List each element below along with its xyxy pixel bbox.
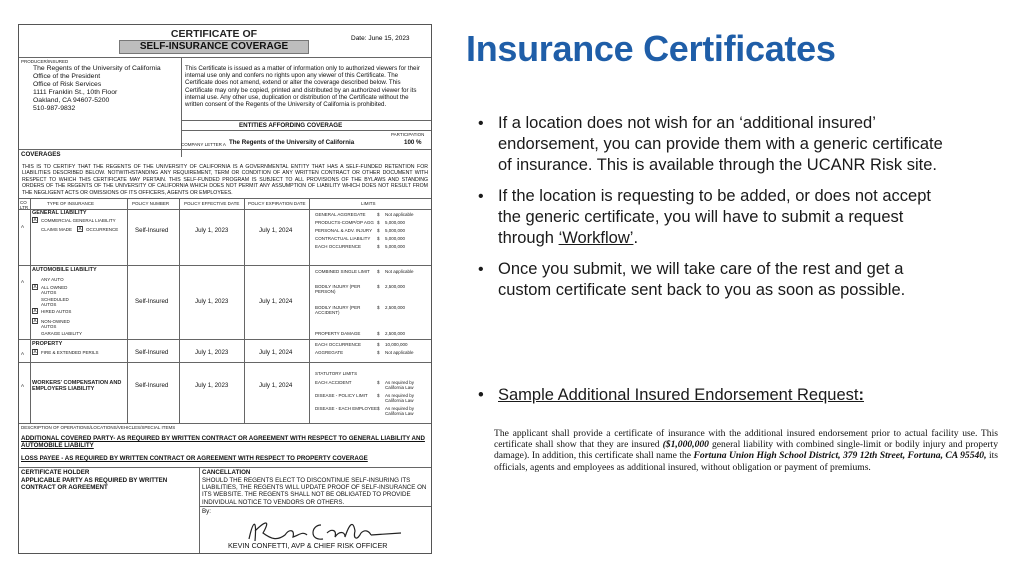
checkbox-icon: X bbox=[33, 349, 37, 355]
gl-expiration: July 1, 2024 bbox=[259, 227, 293, 234]
endorsement-district: Fortuna Union High School District, 379 12th Street, Fortuna, CA 95540, bbox=[693, 450, 987, 462]
column-header: CO LTR bbox=[20, 200, 29, 210]
divider bbox=[127, 198, 128, 423]
column-header: POLICY EFFECTIVE DATE bbox=[184, 201, 240, 206]
entities-heading: ENTITIES AFFORDING COVERAGE bbox=[239, 122, 343, 129]
property-limits: EACH OCCURRENCE $ 10,000,000 AGGREGATE $ Not applicable bbox=[315, 342, 414, 355]
certificate-of-self-insurance bbox=[18, 24, 432, 554]
bullet-text: Once you submit, we will take care of the rest and get a custom certificate sent back to you as soon as possible. bbox=[498, 260, 906, 299]
checkbox-icon: X bbox=[33, 217, 37, 223]
description-label: DESCRIPTION OF OPERATIONS/LOCATIONS/VEHICLES/SPECIAL ITEMS bbox=[21, 425, 176, 430]
wc-expiration: July 1, 2024 bbox=[259, 382, 293, 389]
bullet-icon: • bbox=[478, 188, 484, 205]
checkbox-icon: X bbox=[33, 284, 37, 290]
sample-colon: : bbox=[858, 386, 864, 404]
co-letter: A bbox=[21, 279, 25, 284]
bullet-icon: • bbox=[478, 261, 484, 278]
co-letter: A bbox=[21, 224, 25, 229]
general-liability-heading: GENERAL LIABILITY bbox=[32, 210, 87, 216]
workflow-link[interactable]: ‘Workflow’ bbox=[558, 229, 634, 247]
gl-effective: July 1, 2023 bbox=[195, 227, 229, 234]
workers-comp-heading: WORKERS' COMPENSATION AND EMPLOYERS LIABILITY bbox=[32, 380, 122, 392]
checkbox-icon: X bbox=[33, 308, 37, 314]
certificate-notice: This Certificate is issued as a matter of information only to authorized viewers for their internal use only and confers no rights upon any viewer of this Certificate. The Certificate does not amend, extend or alter the coverage described below. This Certificate may only be copied, printed and distributed by an authorized viewer for its internal use. Any other use, duplication or distribution of the Certificate without the written consent of the Regents of the University of California is prohibited. bbox=[185, 65, 420, 109]
sample-endorsement-item bbox=[478, 385, 958, 406]
bullet-text: If a location does not wish for an ‘additional insured’ endorsement, you can provide them with a generic certificate of insurance. This is available through the UCANR Risk site. bbox=[498, 114, 943, 174]
endorsement-amount: ($1,000,000 bbox=[662, 439, 709, 451]
gl-policy: Self-Insured bbox=[135, 227, 169, 234]
checkbox-icon: X bbox=[78, 226, 82, 232]
by-label: By: bbox=[202, 508, 211, 515]
company-name: The Regents of the University of California bbox=[229, 139, 355, 146]
endorsement-text: general liability with combined single-limit or bodily injury and property damage). In addition, this certificate shall name the bbox=[494, 439, 999, 462]
property-effective: July 1, 2023 bbox=[195, 349, 229, 356]
bullet-icon: • bbox=[478, 115, 484, 132]
column-header: POLICY NUMBER bbox=[132, 201, 170, 206]
auto-item: NON-OWNED AUTOS bbox=[41, 319, 70, 329]
producer-block bbox=[33, 65, 183, 113]
list-item bbox=[478, 259, 958, 301]
certificate-title-line1: CERTIFICATE OF bbox=[170, 28, 258, 40]
divider bbox=[181, 120, 431, 121]
divider bbox=[19, 339, 431, 340]
auto-item: ANY AUTO bbox=[41, 277, 64, 282]
divider bbox=[19, 265, 431, 266]
checkbox-icon: X bbox=[33, 318, 37, 324]
property-item: FIRE & EXTENDED PERILS bbox=[41, 350, 99, 355]
divider bbox=[199, 467, 200, 554]
holder-text: APPLICABLE PARTY AS REQUIRED BY WRITTEN CONTRACT OR AGREEMENT bbox=[21, 477, 168, 492]
list-item bbox=[478, 113, 958, 176]
gl-item: OCCURRENCE bbox=[86, 227, 119, 232]
additional-party-text: ADDITIONAL COVERED PARTY- AS REQUIRED BY WRITTEN CONTRACT OR AGREEMENT WITH RESPECT TO GENERAL LIABILITY AND AUTOMOBILE LIABILITY bbox=[21, 435, 425, 450]
auto-liability-heading: AUTOMOBILE LIABILITY bbox=[32, 267, 97, 273]
co-letter: A bbox=[21, 383, 25, 388]
gl-item: CLAIMS MADE bbox=[41, 227, 73, 232]
endorsement-text: its officials, agents and employees as additional insured, without obligation or payment of premiums. bbox=[494, 450, 999, 473]
signer-name: KEVIN CONFETTI, AVP & CHIEF RISK OFFICER bbox=[228, 541, 388, 550]
wc-limits: STATUTORY LIMITS EACH ACCIDENT $ As required by California Law DISEASE - POLICY LIMIT $ As required by California Law DISEASE - EACH EMPLOYEE $ As required by California Law bbox=[315, 371, 415, 416]
divider bbox=[199, 553, 431, 554]
divider bbox=[244, 198, 245, 423]
producer-label: PRODUCER/INSURED bbox=[21, 59, 69, 64]
property-heading: PROPERTY bbox=[32, 341, 63, 347]
auto-limits: COMBINED SINGLE LIMIT $ Not applicable BODILY INJURY (PER PERSON) $ 2,500,000 BODILY INJURY (PER ACCIDENT) $ 2,500,000 PROPERTY DAMAGE $ 2,500,000 bbox=[315, 269, 414, 336]
column-header: LIMITS bbox=[361, 201, 376, 206]
auto-policy: Self-Insured bbox=[135, 298, 169, 305]
divider bbox=[30, 198, 31, 423]
property-expiration: July 1, 2024 bbox=[259, 349, 293, 356]
endorsement-sample-text bbox=[494, 428, 998, 473]
auto-item: GARAGE LIABILITY bbox=[41, 331, 83, 336]
divider bbox=[309, 198, 310, 423]
producer-line: 510-987-9832 bbox=[33, 105, 76, 112]
wc-policy: Self-Insured bbox=[135, 382, 169, 389]
holder-label: CERTIFICATE HOLDER bbox=[21, 469, 90, 476]
bullet-text: If the location is requesting to be added, or does not accept the generic certificate, you will have to submit a request through bbox=[498, 187, 931, 247]
divider bbox=[19, 467, 431, 468]
divider bbox=[179, 198, 180, 423]
divider bbox=[19, 57, 431, 58]
column-header: POLICY EXPIRATION DATE bbox=[248, 201, 306, 206]
loss-payee-text: LOSS PAYEE - AS REQUIRED BY WRITTEN CONTRACT OR AGREEMENT WITH RESPECT TO PROPERTY COVERAGE bbox=[21, 455, 368, 462]
wc-effective: July 1, 2023 bbox=[195, 382, 229, 389]
auto-expiration: July 1, 2024 bbox=[259, 298, 293, 305]
participation-pct: 100 % bbox=[404, 139, 422, 146]
gl-item: COMMERCIAL GENERAL LIABILITY bbox=[41, 218, 116, 223]
cancellation-text: SHOULD THE REGENTS ELECT TO DISCONTINUE SELF-INSURING ITS LIABILITIES, THE REGENTS WILL UPDATE PROOF OF SELF-INSURANCE ON ITS WEBSITE. THE REGENTS SHALL NOT BE OBLIGATED TO PROVIDE INDIVIDUAL NOTICE TO VENDORS OR OTHERS. bbox=[202, 477, 427, 506]
auto-item: SCHEDULED AUTOS bbox=[41, 297, 69, 307]
producer-line: 1111 Franklin St., 10th Floor bbox=[33, 89, 118, 96]
gl-limits: GENERAL AGGREGATE $ Not applicable PRODUCTS-COMP/OP AGG $ 5,000,000 PERSONAL & ADV. INJURY $ 5,000,000 CONTRACTUAL LIABILITY $ 5,000,000 EACH OCCURRENCE $ 5,000,000 bbox=[315, 212, 414, 249]
certificate-date: Date: June 15, 2023 bbox=[351, 35, 410, 42]
coverages-text: THIS IS TO CERTIFY THAT THE REGENTS OF THE UNIVERSITY OF CALIFORNIA IS A GOVERNMENTAL ENTITY THAT HAS A SELF-FUNDED RETENTION FOR LIABILITIES DESCRIBED BELOW. NOTWITHSTANDING ANY REQUIREMENT, TERM OR CONDITION OF ANY WRITTEN CONTRACT OR OTHER DOCUMENT WITH RESPECT TO WHICH THIS CERTIFICATE MAY PERTAIN. THIS SELF-FUNDED PROGRAM IS SUBJECT TO ALL PROVISIONS OF THE BYLAWS AND STANDING ORDERS OF THE REGENTS OF THE UNIVERSITY OF CALIFORNIA WHICH DOES NOT PERMIT ANY ASSUMPTION OF LIABILITY WHICH DOES NOT RESULT FROM THE NEGLIGENT ACTS OR OMISSIONS OF ITS OFFICERS, AGENTS OR EMPLOYEES. bbox=[22, 164, 428, 196]
cancellation-label: CANCELLATION bbox=[202, 469, 251, 476]
divider bbox=[19, 423, 431, 424]
coverages-label: COVERAGES bbox=[21, 151, 61, 158]
auto-effective: July 1, 2023 bbox=[195, 298, 229, 305]
sample-endorsement-link[interactable]: Sample Additional Insured Endorsement Request bbox=[498, 386, 859, 404]
participation-label: PARTICIPATION bbox=[391, 132, 425, 137]
divider bbox=[19, 362, 431, 363]
divider bbox=[19, 149, 431, 150]
page-title: Insurance Certificates bbox=[466, 28, 836, 69]
divider bbox=[181, 130, 431, 131]
auto-item: HIRED AUTOS bbox=[41, 309, 72, 314]
divider bbox=[199, 506, 431, 507]
certificate-title-line2: SELF-INSURANCE COVERAGE bbox=[139, 41, 289, 52]
co-letter: A bbox=[21, 351, 25, 356]
bullet-icon: • bbox=[478, 386, 484, 404]
bullet-list bbox=[478, 113, 958, 311]
divider bbox=[19, 198, 431, 199]
auto-item: ALL OWNED AUTOS bbox=[41, 285, 68, 295]
list-item bbox=[478, 186, 958, 249]
producer-line: Oakland, CA 94607-5200 bbox=[33, 97, 110, 104]
producer-line: Office of the President bbox=[33, 73, 101, 80]
endorsement-text: The applicant shall provide a certificate of insurance with the additional insured endorsement prior to actual facility use. This certificate shall show that they are insured bbox=[494, 428, 998, 451]
company-letter: COMPANY LETTER A bbox=[181, 142, 226, 147]
certificate-header bbox=[19, 25, 431, 57]
column-header: TYPE OF INSURANCE bbox=[47, 201, 95, 206]
bullet-text-suffix: . bbox=[633, 229, 639, 247]
producer-line: Office of Risk Services bbox=[33, 81, 102, 88]
producer-line: The Regents of the University of California bbox=[33, 65, 161, 72]
property-policy: Self-Insured bbox=[135, 349, 169, 356]
